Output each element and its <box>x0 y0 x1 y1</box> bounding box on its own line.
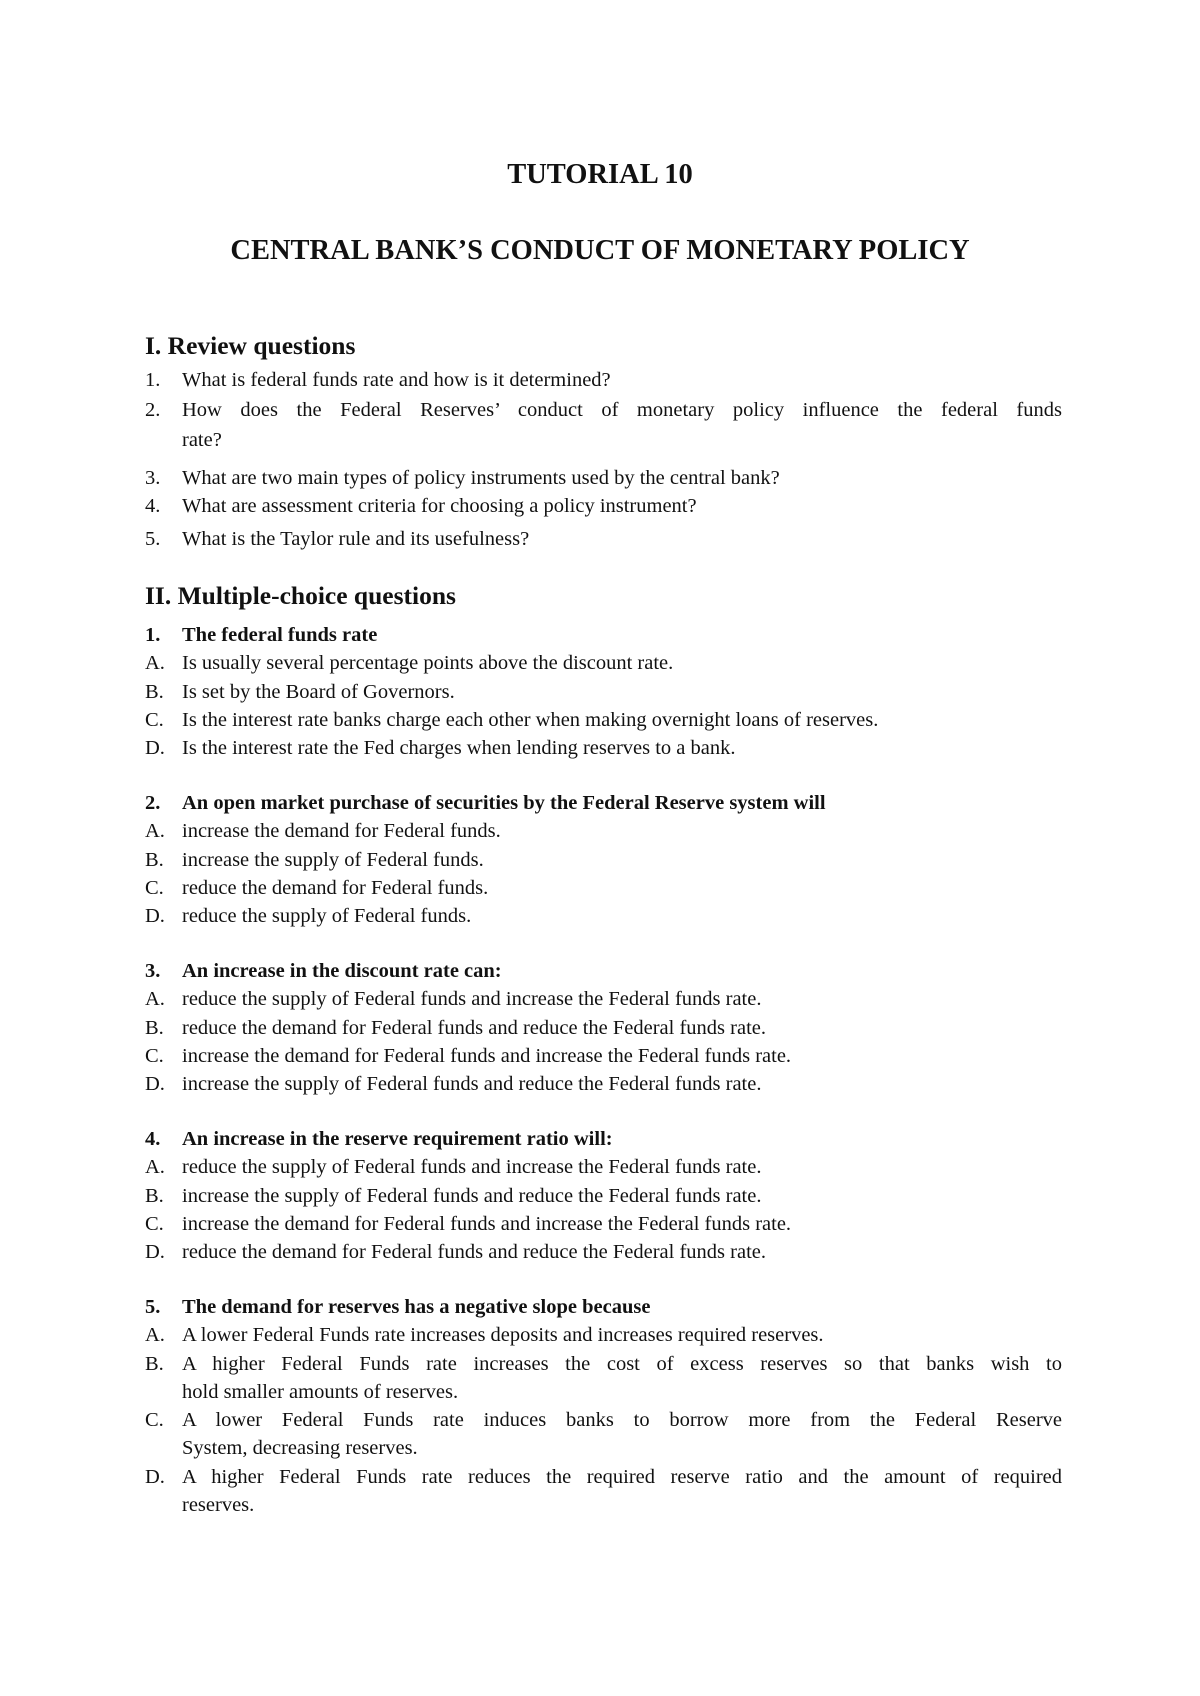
question-text: How does the Federal Reserves’ conduct of monetary policy influence the federal funds <box>182 399 1062 421</box>
option-letter: D. <box>145 1241 165 1263</box>
option-letter: B. <box>145 681 164 703</box>
option-letter: B. <box>145 1353 164 1375</box>
option-text: increase the supply of Federal funds. <box>182 849 484 871</box>
option-letter: C. <box>145 1045 164 1067</box>
question-number: 5. <box>145 1296 161 1318</box>
option-text: Is usually several percentage points above the discount rate. <box>182 652 674 674</box>
option-text: reduce the demand for Federal funds. <box>182 877 489 899</box>
option-text: A higher Federal Funds rate reduces the required reserve ratio and the amount of required <box>182 1466 1062 1488</box>
option-letter: C. <box>145 709 164 731</box>
option-text: increase the supply of Federal funds and reduce the Federal funds rate. <box>182 1185 762 1207</box>
option-text: Is the interest rate banks charge each other when making overnight loans of reserves. <box>182 709 879 731</box>
option-text: increase the supply of Federal funds and reduce the Federal funds rate. <box>182 1073 762 1095</box>
option-letter: A. <box>145 1324 165 1346</box>
option-letter: D. <box>145 1073 165 1095</box>
question-text: What is the Taylor rule and its usefulness? <box>182 528 530 550</box>
option-letter: D. <box>145 737 165 759</box>
option-text-continued: System, decreasing reserves. <box>182 1437 418 1459</box>
option-text: increase the demand for Federal funds and increase the Federal funds rate. <box>182 1045 792 1067</box>
option-letter: A. <box>145 820 165 842</box>
option-text: A higher Federal Funds rate increases the cost of excess reserves so that banks wish to <box>182 1353 1062 1375</box>
option-letter: D. <box>145 905 165 927</box>
option-text: A lower Federal Funds rate increases deposits and increases required reserves. <box>182 1324 824 1346</box>
option-letter: B. <box>145 1185 164 1207</box>
option-letter: B. <box>145 849 164 871</box>
option-letter: A. <box>145 652 165 674</box>
option-text: reduce the supply of Federal funds and increase the Federal funds rate. <box>182 988 762 1010</box>
question-number: 3. <box>145 960 161 982</box>
question-stem-text: An increase in the discount rate can: <box>182 960 502 982</box>
option-letter: C. <box>145 1409 164 1431</box>
review-heading: I. Review questions <box>145 331 356 360</box>
option-text: reduce the demand for Federal funds and reduce the Federal funds rate. <box>182 1017 766 1039</box>
question-text: What are assessment criteria for choosing a policy instrument? <box>182 495 697 517</box>
option-text: increase the demand for Federal funds. <box>182 820 501 842</box>
option-text: reduce the supply of Federal funds and increase the Federal funds rate. <box>182 1156 762 1178</box>
question-text: What are two main types of policy instruments used by the central bank? <box>182 467 780 489</box>
document-title: TUTORIAL 10 <box>507 159 693 190</box>
question-number: 4. <box>145 495 161 517</box>
option-text: reduce the supply of Federal funds. <box>182 905 472 927</box>
option-text: reduce the demand for Federal funds and reduce the Federal funds rate. <box>182 1241 766 1263</box>
question-number: 1. <box>145 624 161 646</box>
option-text: A lower Federal Funds rate induces banks to borrow more from the Federal Reserve <box>182 1409 1062 1431</box>
option-letter: D. <box>145 1466 165 1488</box>
mcq-heading: II. Multiple-choice questions <box>145 581 456 610</box>
question-text: What is federal funds rate and how is it determined? <box>182 369 611 391</box>
option-text: Is set by the Board of Governors. <box>182 681 455 703</box>
question-number: 2. <box>145 792 161 814</box>
question-number: 2. <box>145 399 161 421</box>
question-stem-text: The federal funds rate <box>182 624 378 646</box>
option-text: increase the demand for Federal funds and increase the Federal funds rate. <box>182 1213 792 1235</box>
question-stem-text: An open market purchase of securities by the Federal Reserve system will <box>182 792 826 814</box>
option-text: Is the interest rate the Fed charges when lending reserves to a bank. <box>182 737 736 759</box>
question-number: 5. <box>145 528 161 550</box>
question-number: 3. <box>145 467 161 489</box>
question-stem-text: An increase in the reserve requirement ratio will: <box>182 1128 613 1150</box>
option-letter: C. <box>145 1213 164 1235</box>
option-letter: A. <box>145 988 165 1010</box>
question-number: 1. <box>145 369 161 391</box>
question-number: 4. <box>145 1128 161 1150</box>
document-subtitle: CENTRAL BANK’S CONDUCT OF MONETARY POLICY <box>230 235 970 266</box>
option-text-continued: reserves. <box>182 1494 255 1516</box>
option-text-continued: hold smaller amounts of reserves. <box>182 1381 459 1403</box>
option-letter: B. <box>145 1017 164 1039</box>
option-letter: C. <box>145 877 164 899</box>
option-letter: A. <box>145 1156 165 1178</box>
question-text-continued: rate? <box>182 429 222 451</box>
question-stem-text: The demand for reserves has a negative slope because <box>182 1296 651 1318</box>
